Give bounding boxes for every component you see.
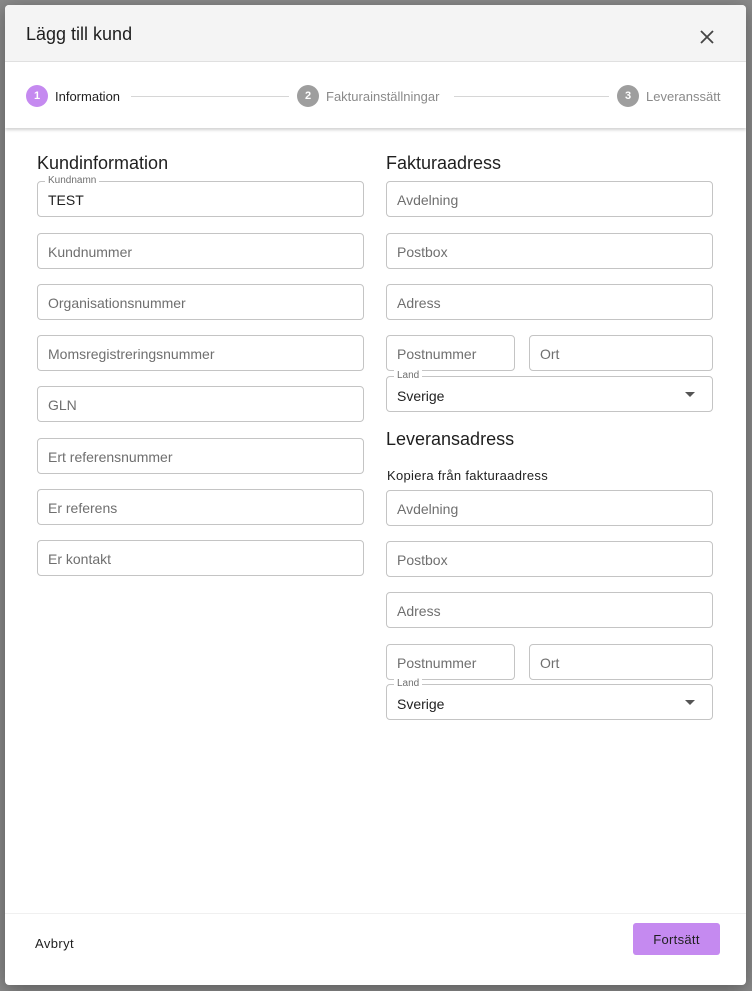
delivery-postal-code-input[interactable] (386, 644, 515, 680)
step-1-number: 1 (26, 85, 48, 107)
delivery-address-placeholder: Adress (397, 603, 441, 619)
invoice-department-placeholder: Avdelning (397, 192, 459, 208)
step-3-label: Leveranssätt (646, 89, 721, 104)
org-number-input[interactable] (37, 284, 364, 320)
invoice-country-select[interactable] (386, 370, 713, 412)
your-reference-number-placeholder: Ert referensnummer (48, 449, 173, 465)
step-2-number: 2 (297, 85, 319, 107)
footer-divider (5, 913, 746, 914)
delivery-city-placeholder: Ort (540, 655, 560, 671)
your-reference-number-input[interactable] (37, 438, 364, 474)
delivery-postal-code-placeholder: Postnummer (397, 655, 477, 671)
step-connector (454, 96, 609, 97)
invoice-country-label: Land (394, 370, 422, 382)
continue-button[interactable]: Fortsätt (633, 923, 720, 955)
step-1-label: Information (55, 89, 121, 104)
invoice-address-placeholder: Adress (397, 295, 441, 311)
step-2-label: Fakturainställningar (326, 89, 440, 104)
gln-input[interactable] (37, 386, 364, 422)
our-reference-placeholder: Er referens (48, 500, 118, 516)
delivery-department-placeholder: Avdelning (397, 501, 459, 517)
invoice-department-input[interactable] (386, 181, 713, 217)
org-number-placeholder: Organisationsnummer (48, 295, 186, 311)
invoice-city-input[interactable] (529, 335, 713, 371)
invoice-postbox-input[interactable] (386, 233, 713, 269)
customer-number-placeholder: Kundnummer (48, 244, 133, 260)
invoice-country-value: Sverige (397, 388, 445, 404)
our-reference-input[interactable] (37, 489, 364, 525)
dialog-title: Lägg till kund (26, 24, 133, 44)
our-contact-input[interactable] (37, 540, 364, 576)
delivery-country-value: Sverige (397, 696, 445, 712)
close-icon (700, 30, 714, 44)
delivery-city-input[interactable] (529, 644, 713, 680)
invoice-city-placeholder: Ort (540, 346, 560, 362)
customer-name-value: TEST (48, 192, 84, 208)
invoice-postbox-placeholder: Postbox (397, 244, 448, 260)
delivery-department-input[interactable] (386, 490, 713, 526)
stepper (5, 62, 746, 128)
customer-number-input[interactable] (37, 233, 364, 269)
cancel-button[interactable]: Avbryt (35, 936, 75, 951)
customer-name-input[interactable] (37, 175, 364, 217)
delivery-postbox-input[interactable] (386, 541, 713, 577)
invoice-address-title: Fakturaadress (386, 153, 502, 173)
copy-from-invoice-link[interactable]: Kopiera från fakturaadress (387, 468, 548, 483)
delivery-country-select[interactable] (386, 678, 713, 720)
chevron-down-icon (685, 700, 695, 705)
customer-name-label: Kundnamn (45, 175, 99, 187)
customer-info-title: Kundinformation (37, 153, 169, 173)
step-connector (131, 96, 289, 97)
invoice-postal-code-input[interactable] (386, 335, 515, 371)
delivery-address-input[interactable] (386, 592, 713, 628)
invoice-address-input[interactable] (386, 284, 713, 320)
add-customer-dialog (5, 5, 746, 985)
delivery-address-title: Leveransadress (386, 429, 515, 449)
chevron-down-icon (685, 392, 695, 397)
delivery-postbox-placeholder: Postbox (397, 552, 448, 568)
delivery-country-label: Land (394, 678, 422, 690)
vat-number-input[interactable] (37, 335, 364, 371)
invoice-postal-code-placeholder: Postnummer (397, 346, 477, 362)
vat-number-placeholder: Momsregistreringsnummer (48, 346, 215, 362)
our-contact-placeholder: Er kontakt (48, 551, 112, 567)
dialog-header (5, 5, 746, 62)
close-button[interactable] (695, 25, 719, 49)
gln-placeholder: GLN (48, 397, 77, 413)
step-3-number: 3 (617, 85, 639, 107)
